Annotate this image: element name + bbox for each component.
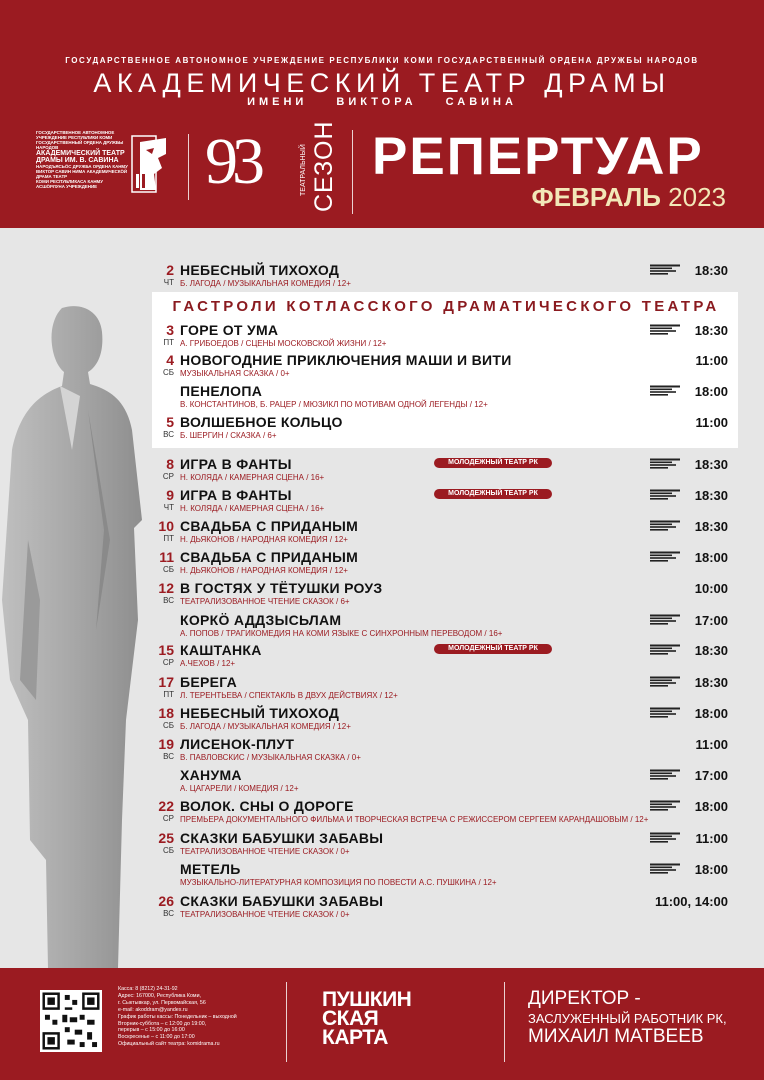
event-weekday: СБ: [162, 565, 174, 574]
pushkin-card-icon: [650, 489, 680, 501]
event-time: 18:30: [694, 675, 728, 690]
footer-divider-1: [286, 982, 287, 1062]
event-row: [0, 893, 764, 921]
event-weekday: ЧТ: [163, 503, 174, 512]
event-day: 10: [158, 518, 174, 534]
event-weekday: ЧТ: [163, 278, 174, 287]
event-day: 4: [166, 352, 174, 368]
event-time: 18:30: [694, 323, 728, 338]
event-row: [0, 414, 764, 442]
event-description: А. ГРИБОЕДОВ / СЦЕНЫ МОСКОВСКОЙ ЖИЗНИ / 12+: [180, 339, 387, 348]
event-time: 10:00: [694, 581, 728, 596]
season-word: СЕЗОН: [310, 120, 338, 212]
event-weekday: ВС: [163, 430, 174, 439]
repertoire-title: РЕПЕРТУАР: [372, 127, 704, 186]
event-title: ВОЛШЕБНОЕ КОЛЬЦО: [180, 414, 343, 430]
event-weekday: СБ: [162, 721, 174, 730]
season-word-small: ТЕАТРАЛЬНЫЙ: [300, 144, 307, 196]
pushkin-card-line-3: КАРТА: [322, 1026, 388, 1049]
event-description: Н. КОЛЯДА / КАМЕРНАЯ СЦЕНА / 16+: [180, 473, 325, 482]
pushkin-card-icon: [650, 644, 680, 656]
event-row: [0, 352, 764, 380]
qr-code[interactable]: [40, 990, 102, 1052]
event-weekday: ВС: [163, 596, 174, 605]
pushkin-card-icon: [650, 707, 680, 719]
event-row: [0, 861, 764, 889]
pushkin-card-icon: [650, 458, 680, 470]
event-row: [0, 322, 764, 350]
director-title: ДИРЕКТОР -: [528, 988, 641, 1009]
footer-divider-2: [504, 982, 505, 1062]
event-row: [0, 830, 764, 858]
event-day: 17: [158, 674, 174, 690]
pushkin-card-line-2: СКАЯ: [322, 1007, 379, 1030]
event-description: Н. ДЬЯКОНОВ / НАРОДНАЯ КОМЕДИЯ / 12+: [180, 535, 348, 544]
event-weekday: СР: [162, 658, 174, 667]
header-divider-2: [352, 130, 353, 214]
event-description: ПРЕМЬЕРА ДОКУМЕНТАЛЬНОГО ФИЛЬМА И ТВОРЧЕСКАЯ ВСТРЕЧА С РЕЖИССЕРОМ СЕРГЕЕМ КАРАНДАШОВЫМ / 12+: [180, 815, 649, 824]
header: [0, 0, 764, 228]
event-time: 18:30: [694, 488, 728, 503]
event-time: 11:00: [695, 415, 728, 430]
contact-line: г. Сыктывкар, ул. Первомайская, 56: [118, 999, 206, 1006]
event-description: В. КОНСТАНТИНОВ, Б. РАЦЕР / МЮЗИКЛ ПО МОТИВАМ ОДНОЙ ЛЕГЕНДЫ / 12+: [180, 400, 488, 409]
tour-title: ГАСТРОЛИ КОТЛАССКОГО ДРАМАТИЧЕСКОГО ТЕАТРА: [172, 298, 720, 315]
event-day: 19: [158, 736, 174, 752]
event-description: МУЗЫКАЛЬНАЯ СКАЗКА / 0+: [180, 369, 290, 378]
month-name: ФЕВРАЛЬ: [531, 182, 661, 212]
event-row: [0, 549, 764, 577]
event-title: СКАЗКИ БАБУШКИ ЗАБАВЫ: [180, 830, 384, 846]
contact-line: e-mail: akoddram@yandex.ru: [118, 1006, 188, 1013]
event-day: 18: [158, 705, 174, 721]
pushkin-card-icon: [650, 676, 680, 688]
event-row: [0, 518, 764, 546]
event-day: 9: [166, 487, 174, 503]
pushkin-card-logo: [322, 990, 472, 1047]
event-description: ТЕАТРАЛИЗОВАННОЕ ЧТЕНИЕ СКАЗОК / 0+: [180, 910, 350, 919]
contact-line: Воскресенье – с 11:00 до 17:00: [118, 1034, 195, 1041]
event-title: КАШТАНКА: [180, 642, 262, 658]
event-title: СКАЗКИ БАБУШКИ ЗАБАВЫ: [180, 893, 384, 909]
event-day: 15: [158, 642, 174, 658]
repertoire-month: [532, 182, 726, 213]
theater-logo-text: [36, 130, 130, 189]
pushkin-card-icon: [650, 614, 680, 626]
event-title: НОВОГОДНИЕ ПРИКЛЮЧЕНИЯ МАШИ И ВИТИ: [180, 352, 512, 368]
event-title: ПЕНЕЛОПА: [180, 383, 263, 399]
event-title: ВОЛОК. СНЫ О ДОРОГЕ: [180, 798, 354, 814]
contact-line: График работы кассы: Понедельник – выходной: [118, 1013, 237, 1020]
contact-line: Касса: 8 (8212) 24-31-92: [118, 986, 178, 992]
pushkin-card-icon: [650, 769, 680, 781]
pushkin-card-icon: [650, 385, 680, 397]
event-description: В. ПАВЛОВСКИС / МУЗЫКАЛЬНАЯ СКАЗКА / 0+: [180, 753, 361, 762]
logo-big: АКАДЕМИЧЕСКИЙ ТЕАТР ДРАМЫ ИМ. В. САВИНА: [36, 150, 125, 164]
contact-info: [118, 986, 278, 1048]
pushkin-card-icon: [650, 551, 680, 563]
contact-line: Вторник-суббота – с 12:00 до 19:00,: [118, 1020, 207, 1027]
event-row: [0, 580, 764, 608]
event-weekday: СР: [162, 472, 174, 481]
event-time: 11:00: [695, 353, 728, 368]
contact-line: Адрес: 167000, Республика Коми,: [118, 992, 201, 999]
event-title: ИГРА В ФАНТЫ: [180, 487, 292, 503]
header-divider-1: [188, 134, 189, 200]
event-description: Б. ЛАГОДА / МУЗЫКАЛЬНАЯ КОМЕДИЯ / 12+: [180, 279, 351, 288]
event-row: [0, 674, 764, 702]
event-description: ТЕАТРАЛИЗОВАННОЕ ЧТЕНИЕ СКАЗОК / 6+: [180, 597, 350, 606]
event-day: 8: [166, 456, 174, 472]
event-day: 5: [166, 414, 174, 430]
event-day: 2: [166, 262, 174, 278]
event-time: 11:00: [695, 737, 728, 752]
event-title: НЕБЕСНЫЙ ТИХОХОД: [180, 705, 340, 721]
event-day: 12: [158, 580, 174, 596]
named-after: ИМЕНИ ВИКТОРА САВИНА: [247, 96, 517, 108]
event-time: 18:30: [694, 263, 728, 278]
event-day: 22: [158, 798, 174, 814]
event-description: А. ПОПОВ / ТРАГИКОМЕДИЯ НА КОМИ ЯЗЫКЕ С СИНХРОННЫМ ПЕРЕВОДОМ / 16+: [180, 629, 503, 638]
youth-theater-badge: МОЛОДЕЖНЫЙ ТЕАТР РК: [434, 489, 552, 499]
director-name: МИХАИЛ МАТВЕЕВ: [528, 1026, 704, 1047]
contact-line: перерыв – с 15:00 до 16:00: [118, 1027, 185, 1034]
event-weekday: ПТ: [163, 338, 174, 347]
event-weekday: ПТ: [163, 690, 174, 699]
event-weekday: СБ: [162, 368, 174, 377]
event-time: 18:00: [694, 799, 728, 814]
event-description: Л. ТЕРЕНТЬЕВА / СПЕКТАКЛЬ В ДВУХ ДЕЙСТВИЯХ / 12+: [180, 691, 398, 700]
event-row: [0, 798, 764, 826]
event-title: СВАДЬБА С ПРИДАНЫМ: [180, 518, 359, 534]
event-time: 18:30: [694, 643, 728, 658]
pushkin-card-line-1: ПУШКИН: [322, 988, 412, 1011]
event-description: МУЗЫКАЛЬНО-ЛИТЕРАТУРНАЯ КОМПОЗИЦИЯ ПО ПОВЕСТИ А.С. ПУШКИНА / 12+: [180, 878, 497, 887]
event-title: КОРКӦ АДДЗЫСЬЛАМ: [180, 612, 342, 628]
event-time: 18:00: [694, 550, 728, 565]
event-title: НЕБЕСНЫЙ ТИХОХОД: [180, 262, 340, 278]
org-line: ГОСУДАРСТВЕННОЕ АВТОНОМНОЕ УЧРЕЖДЕНИЕ РЕСПУБЛИКИ КОМИ ГОСУДАРСТВЕННЫЙ ОРДЕНА ДРУЖБЫ НАРОДОВ: [65, 56, 699, 65]
event-title: БЕРЕГА: [180, 674, 238, 690]
event-weekday: ВС: [163, 752, 174, 761]
event-day: 25: [158, 830, 174, 846]
event-time: 18:00: [694, 384, 728, 399]
event-row: [0, 705, 764, 733]
event-row: [0, 487, 764, 515]
event-title: МЕТЕЛЬ: [180, 861, 241, 877]
event-time: 18:30: [694, 457, 728, 472]
event-title: ИГРА В ФАНТЫ: [180, 456, 292, 472]
event-time: 11:00, 14:00: [654, 894, 728, 909]
event-description: Б. ШЕРГИН / СКАЗКА / 6+: [180, 431, 277, 440]
pushkin-card-icon: [650, 520, 680, 532]
event-title: ХАНУМА: [180, 767, 242, 783]
contact-line: Официальный сайт театра: komidrama.ru: [118, 1041, 220, 1048]
event-description: А. ЦАГАРЕЛИ / КОМЕДИЯ / 12+: [180, 784, 299, 793]
event-description: ТЕАТРАЛИЗОВАННОЕ ЧТЕНИЕ СКАЗОК / 0+: [180, 847, 350, 856]
pushkin-card-icon: [650, 264, 680, 276]
pushkin-card-icon: [650, 800, 680, 812]
logo-small-1: ГОСУДАРСТВЕННОЕ АВТОНОМНОЕ УЧРЕЖДЕНИЕ РЕСПУБЛИКИ КОМИ ГОСУДАРСТВЕННЫЙ ОРДЕНА ДРУЖБЫ НАРОДОВ: [36, 130, 124, 150]
footer: [0, 968, 764, 1080]
pushkin-card-icon: [650, 832, 680, 844]
director-honor: ЗАСЛУЖЕННЫЙ РАБОТНИК РК,: [528, 1011, 727, 1026]
event-row: [0, 456, 764, 484]
event-day: 11: [159, 549, 174, 565]
event-row: [0, 642, 764, 670]
event-row: [0, 612, 764, 640]
event-time: 11:00: [695, 831, 728, 846]
event-day: 3: [166, 322, 174, 338]
event-description: Б. ЛАГОДА / МУЗЫКАЛЬНАЯ КОМЕДИЯ / 12+: [180, 722, 351, 731]
pushkin-card-icon: [650, 324, 680, 336]
youth-theater-badge: МОЛОДЕЖНЫЙ ТЕАТР РК: [434, 458, 552, 468]
event-weekday: СБ: [162, 846, 174, 855]
event-row: [0, 383, 764, 411]
event-description: Н. КОЛЯДА / КАМЕРНАЯ СЦЕНА / 16+: [180, 504, 325, 513]
youth-theater-badge: МОЛОДЕЖНЫЙ ТЕАТР РК: [434, 644, 552, 654]
year: 2023: [668, 182, 726, 212]
event-row: [0, 767, 764, 795]
event-title: ЛИСЕНОК-ПЛУТ: [180, 736, 295, 752]
event-title: В ГОСТЯХ У ТЁТУШКИ РОУЗ: [180, 580, 383, 596]
event-time: 18:30: [694, 519, 728, 534]
event-day: 26: [158, 893, 174, 909]
event-description: Н. ДЬЯКОНОВ / НАРОДНАЯ КОМЕДИЯ / 12+: [180, 566, 348, 575]
logo-small-3: КОМИ РЕСПУБЛИКАСА КАНМУ АСШӦРЛУНА УЧРЕЖДЕНИЕ: [36, 179, 103, 189]
event-time: 18:00: [694, 862, 728, 877]
event-weekday: СР: [162, 814, 174, 823]
event-description: А.ЧЕХОВ / 12+: [180, 659, 236, 668]
pushkin-card-icon: [650, 863, 680, 875]
event-time: 17:00: [694, 613, 728, 628]
theater-name: АКАДЕМИЧЕСКИЙ ТЕАТР ДРАМЫ: [93, 68, 671, 98]
event-weekday: ВС: [163, 909, 174, 918]
event-row: [0, 262, 764, 290]
theater-mask-icon: [130, 134, 170, 196]
event-row: [0, 736, 764, 764]
season-number: 93: [205, 125, 259, 198]
event-time: 17:00: [694, 768, 728, 783]
event-title: СВАДЬБА С ПРИДАНЫМ: [180, 549, 359, 565]
logo-small-2: НАРОДЪЯСЬӦС ДРУЖБА ОРДЕНА КАНМУ ВИКТОР САВИН НИМА АКАДЕМИЧЕСКӦЙ ДРАМА ТЕАТР: [36, 164, 128, 179]
event-weekday: ПТ: [163, 534, 174, 543]
event-time: 18:00: [694, 706, 728, 721]
event-title: ГОРЕ ОТ УМА: [180, 322, 279, 338]
